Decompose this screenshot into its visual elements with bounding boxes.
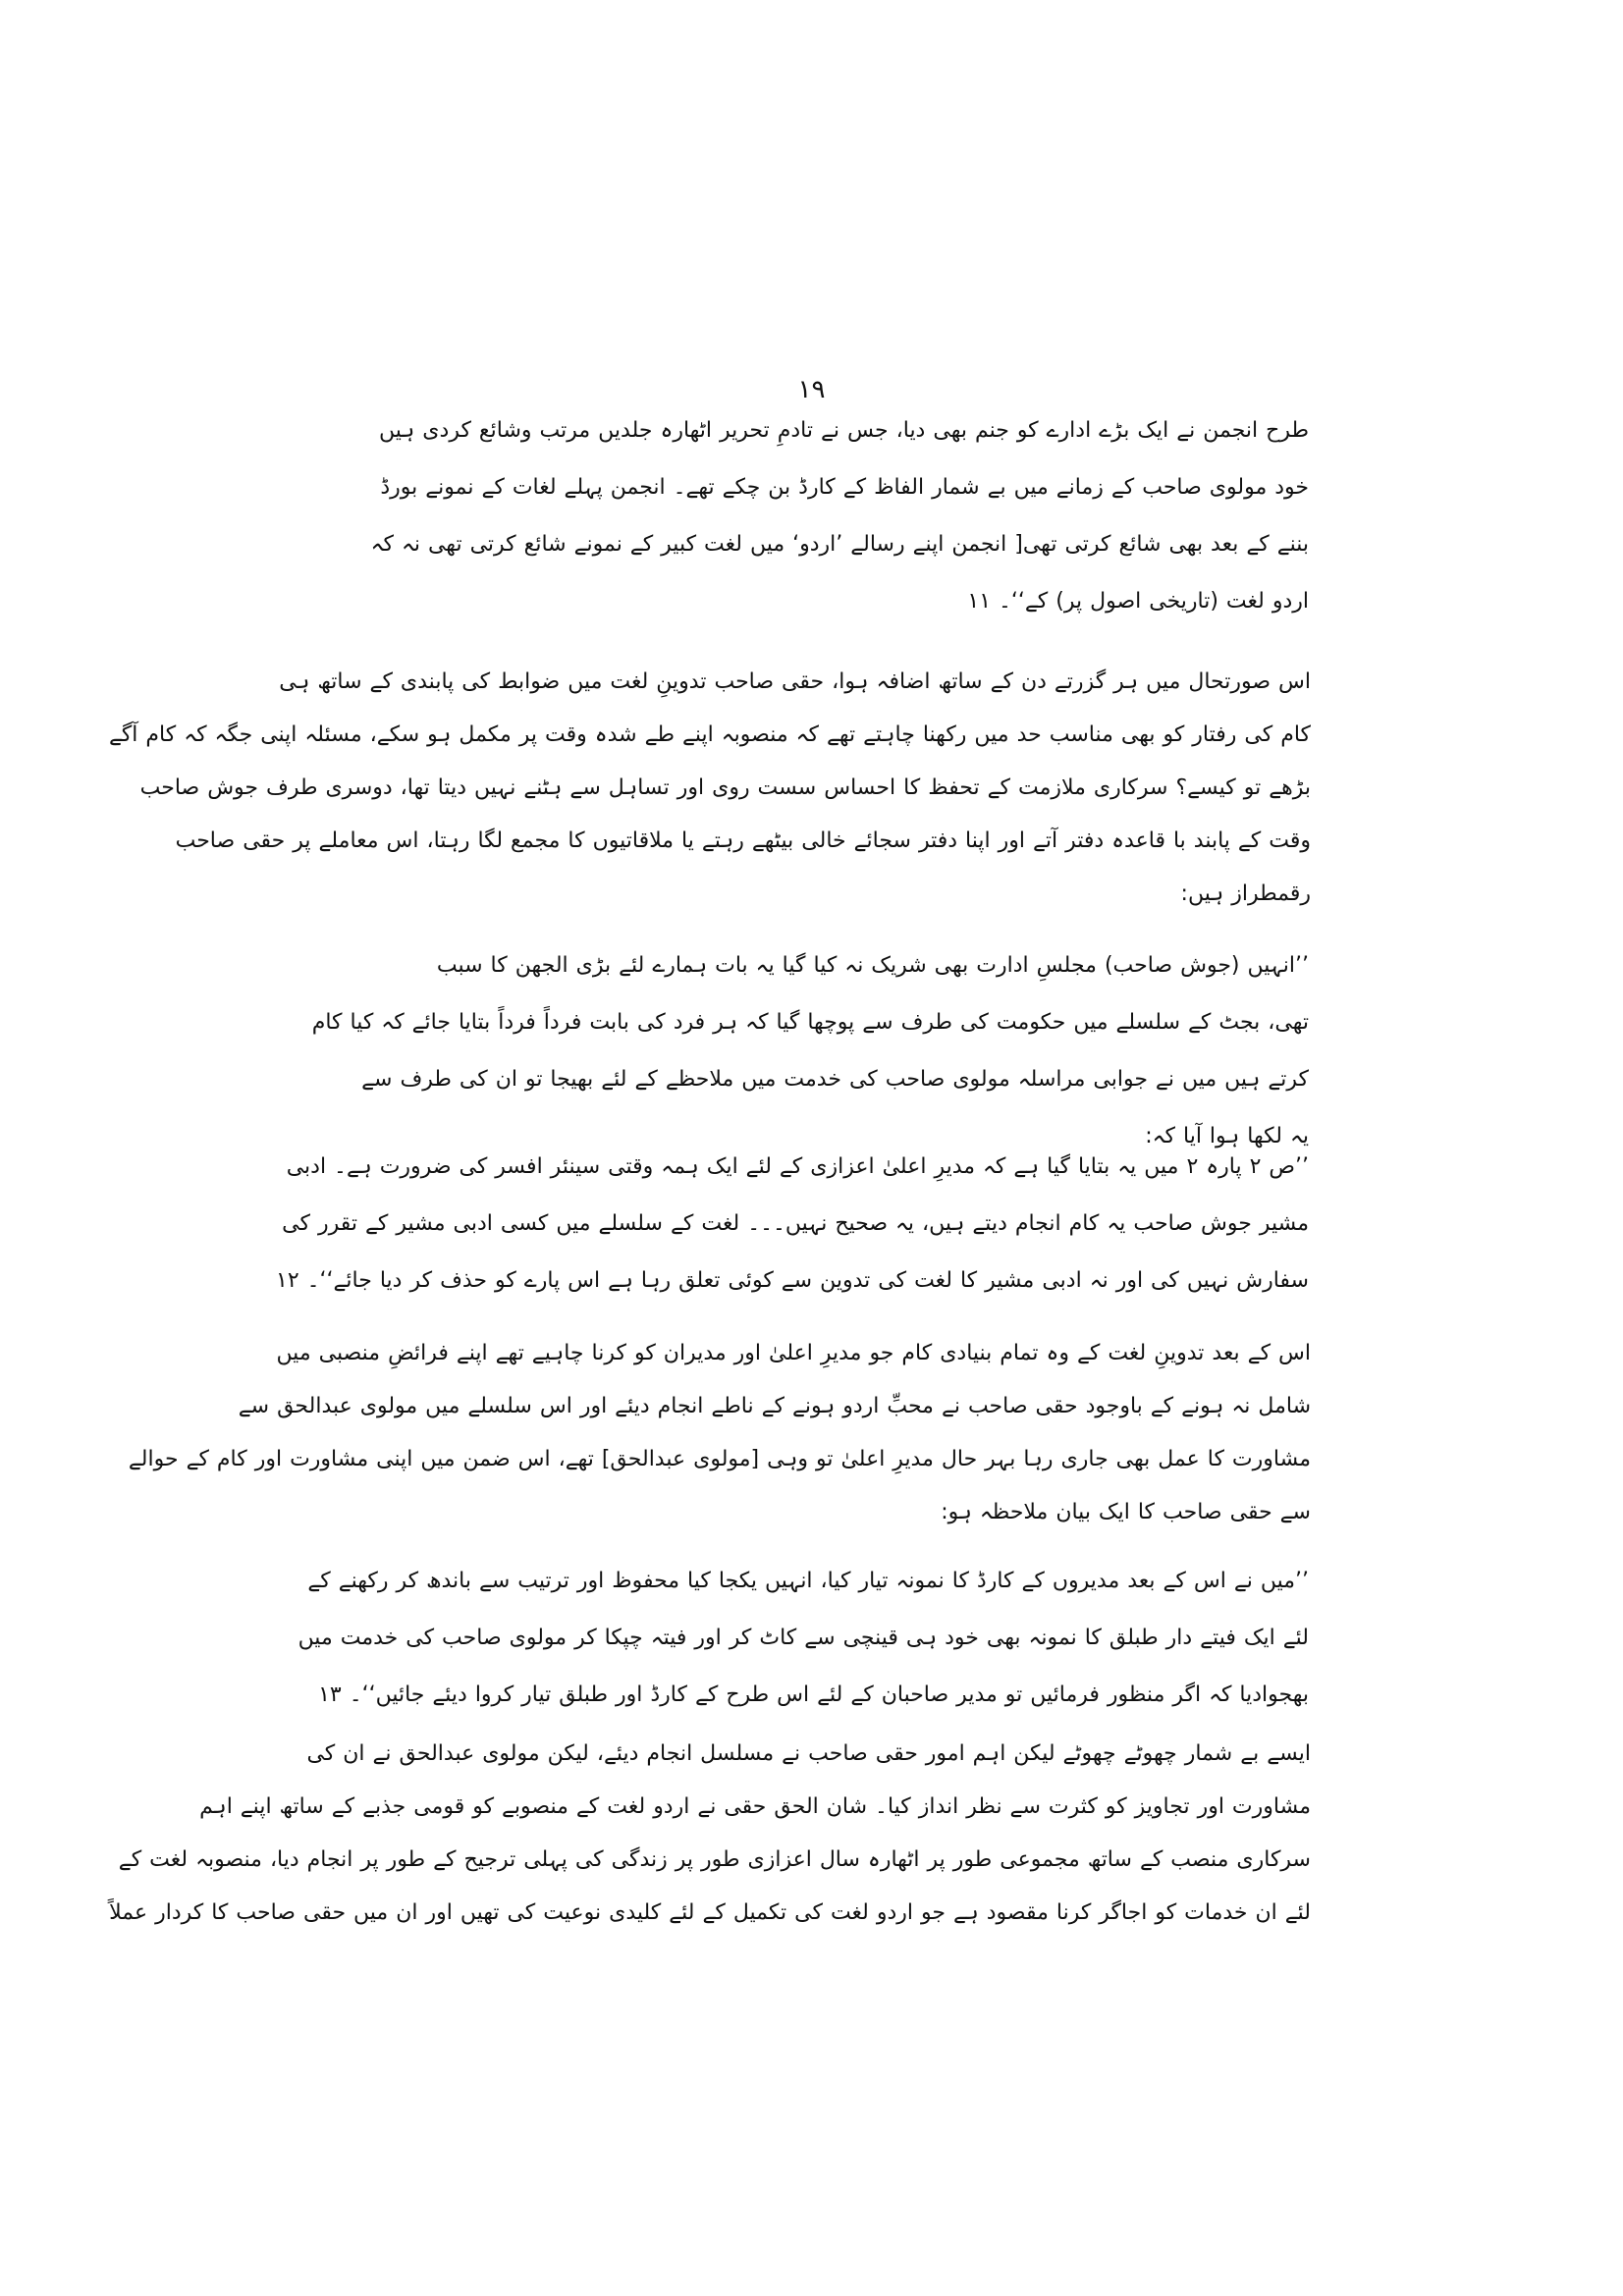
text-line: سے حقی صاحب کا ایک بیان ملاحظہ ہو: [941,1500,1311,1524]
text-line: کام کی رفتار کو بھی مناسب حد میں رکھنا چاہتے تھے کہ منصوبہ اپنے طے شدہ وقت پر مکمل ہو سکے، مسئلہ اپنی جگہ کہ کام آگے [108,722,1311,747]
text-line: بڑھے تو کیسے؟ سرکاری ملازمت کے تحفظ کا احساس سست روی اور تساہل سے ہٹنے نہیں دیتا تھا، دوسری طرف جوش صاحب [139,775,1311,800]
text-line: ’’ص ۲ پارہ ۲ میں یہ بتایا گیا ہے کہ مدیرِ اعلیٰ اعزازی کے لئے ایک ہمہ وقتی سینئر افسر کی ضرورت ہے۔ ادبی [286,1154,1309,1179]
text-line: اس کے بعد تدوینِ لغت کے وہ تمام بنیادی کام جو مدیرِ اعلیٰ اور مدیران کو کرنا چاہیے تھے اپنے فرائضِ منصبی میں [276,1341,1311,1365]
text-line: مشاورت اور تجاویز کو کثرت سے نظر انداز کیا۔ شان الحق حقی نے اردو لغت کے منصوبے کو قومی جذبے کے ساتھ اپنے اہم [199,1794,1311,1819]
block-quote-2 [311,937,1309,1165]
text-line: لئے ایک فیتے دار طبلق کا نمونہ بھی خود ہی قینچی سے کاٹ کر اور فیتہ چپکا کر مولوی صاحب کی خدمت میں [298,1626,1309,1650]
text-line: وقت کے پابند با قاعدہ دفتر آتے اور اپنا دفتر سجائے خالی بیٹھے رہتے یا ملاقاتیوں کا مجمع لگا رہتا، اس معاملے پر حقی صاحب [175,828,1311,853]
text-line: اس صورتحال میں ہر گزرتے دن کے ساتھ اضافہ ہوا، حقی صاحب تدوینِ لغت میں ضوابط کی پابندی کے ساتھ ہی [279,669,1311,694]
text-line: بھجوادیا کہ اگر منظور فرمائیں تو مدیر صاحبان کے لئے اس طرح کے کارڈ اور طبلق تیار کروا دیئے جائیں‘‘۔ ۱۳ [318,1682,1309,1707]
text-line: مشاورت کا عمل بھی جاری رہا بہر حال مدیرِ اعلیٰ تو وہی [مولوی عبدالحق] تھے، اس ضمن میں اپنی مشاورت اور کام کے حوالے [128,1447,1311,1471]
text-line: بننے کے بعد بھی شائع کرتی تھی[ انجمن اپنے رسالے ’اردو‘ میں لغت کبیر کے نمونے شائع کرتی تھی نہ کہ [370,532,1309,557]
block-quote-4 [298,1553,1309,1724]
block-quote-1 [327,402,1309,630]
paragraph-2 [128,1327,1311,1539]
text-line: تھی، بجٹ کے سلسلے میں حکومت کی طرف سے پوچھا گیا کہ ہر فرد کی بابت فرداً فرداً بتایا جائے کہ کیا کام [311,1010,1309,1035]
text-line: یہ لکھا ہوا آیا کہ: [1145,1124,1309,1148]
text-line: کرتے ہیں میں نے جوابی مراسلہ مولوی صاحب کی خدمت میں ملاحظے کے لئے بھیجا تو ان کی طرف سے [361,1067,1309,1092]
text-line: مشیر جوش صاحب یہ کام انجام دیتے ہیں، یہ صحیح نہیں۔۔۔ لغت کے سلسلے میں کسی ادبی مشیر کے تقرر کی [282,1211,1309,1236]
text-line: شامل نہ ہونے کے باوجود حقی صاحب نے محبِّ اردو ہونے کے ناطے انجام دیئے اور اس سلسلے میں مولوی عبدالحق سے [238,1394,1311,1418]
text-line: خود مولوی صاحب کے زمانے میں بے شمار الفاظ کے کارڈ بن چکے تھے۔ انجمن پہلے لغات کے نمونے بورڈ [380,475,1309,500]
paragraph-3 [109,1728,1311,1940]
text-line: ’’انہیں (جوش صاحب) مجلسِ ادارت بھی شریک نہ کیا گیا یہ بات ہمارے لئے بڑی الجھن کا سبب [436,953,1309,978]
page-number: ۱۹ [797,375,826,404]
block-quote-3 [276,1139,1309,1309]
text-line: ایسے بے شمار چھوٹے چھوٹے لیکن اہم امور حقی صاحب نے مسلسل انجام دیئے، لیکن مولوی عبدالحق نے ان کی [306,1741,1311,1766]
paragraph-1 [108,656,1311,921]
text-line: سرکاری منصب کے ساتھ مجموعی طور پر اٹھارہ سال اعزازی طور پر زندگی کی پہلی ترجیح کے طور پر انجام دیا، منصوبہ لغت کے [118,1847,1311,1872]
text-line: لئے ان خدمات کو اجاگر کرنا مقصود ہے جو اردو لغت کی تکمیل کے لئے کلیدی نوعیت کی تھیں اور ان میں حقی صاحب کا کردار عملاً [109,1900,1311,1925]
text-line: طرح انجمن نے ایک بڑے ادارے کو جنم بھی دیا، جس نے تادمِ تحریر اٹھارہ جلدیں مرتب وشائع کردی ہیں [379,418,1309,443]
text-line: ’’میں نے اس کے بعد مدیروں کے کارڈ کا نمونہ تیار کیا، انہیں یکجا کیا محفوظ اور ترتیب سے باندھ کر رکھنے کے [307,1569,1309,1593]
text-line: سفارش نہیں کی اور نہ ادبی مشیر کا لغت کی تدوین سے کوئی تعلق رہا ہے اس پارے کو حذف کر دیا جائے‘‘۔ ۱۲ [276,1268,1309,1293]
text-line: اردو لغت (تاریخی اصول پر) کے‘‘۔ ۱۱ [967,589,1309,614]
text-line: رقمطراز ہیں: [1180,881,1311,906]
